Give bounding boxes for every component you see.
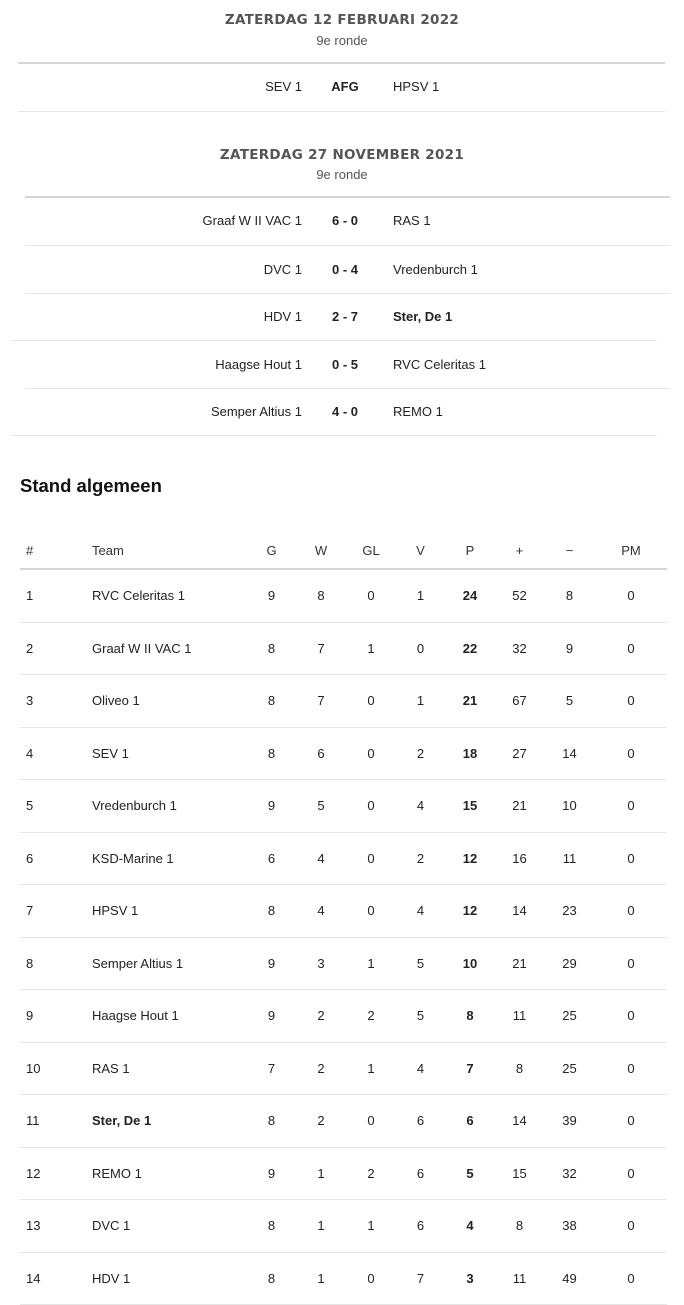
goals-against-cell: 14 bbox=[544, 727, 595, 780]
rank-cell: 7 bbox=[20, 885, 92, 938]
points-cell: 22 bbox=[445, 622, 495, 675]
rank-cell: 9 bbox=[20, 990, 92, 1043]
lost-cell: 1 bbox=[396, 569, 445, 622]
standings-row[interactable] bbox=[20, 675, 667, 728]
team-name-cell[interactable]: Semper Altius 1 bbox=[92, 937, 247, 990]
rank-cell: 2 bbox=[20, 622, 92, 675]
rank-cell: 3 bbox=[20, 675, 92, 728]
goals-for-cell: 21 bbox=[495, 937, 544, 990]
lost-cell: 5 bbox=[396, 937, 445, 990]
draw-cell: 0 bbox=[346, 832, 396, 885]
goals-for-cell: 67 bbox=[495, 675, 544, 728]
col-header-goals-for[interactable]: + bbox=[495, 533, 544, 569]
draw-cell: 0 bbox=[346, 1252, 396, 1305]
home-team[interactable]: SEV 1 bbox=[265, 79, 302, 94]
points-cell: 24 bbox=[445, 569, 495, 622]
away-team[interactable]: RVC Celeritas 1 bbox=[393, 357, 486, 372]
lost-cell: 7 bbox=[396, 1252, 445, 1305]
col-header-lost[interactable]: V bbox=[396, 533, 445, 569]
points-cell: 5 bbox=[445, 1147, 495, 1200]
goals-against-cell: 25 bbox=[544, 1042, 595, 1095]
rank-cell: 4 bbox=[20, 727, 92, 780]
draw-cell: 0 bbox=[346, 885, 396, 938]
goals-for-cell: 21 bbox=[495, 780, 544, 833]
draw-cell: 0 bbox=[346, 569, 396, 622]
draw-cell: 1 bbox=[346, 1042, 396, 1095]
won-cell: 2 bbox=[296, 1042, 346, 1095]
penalty-points-cell: 0 bbox=[595, 1147, 667, 1200]
match-row[interactable] bbox=[0, 79, 684, 99]
draw-cell: 0 bbox=[346, 1095, 396, 1148]
home-team[interactable]: HDV 1 bbox=[263, 309, 302, 324]
round-label: 9e ronde bbox=[316, 167, 368, 182]
standings-row[interactable] bbox=[20, 885, 667, 938]
penalty-points-cell: 0 bbox=[595, 675, 667, 728]
goals-against-cell: 32 bbox=[544, 1147, 595, 1200]
goals-for-cell: 27 bbox=[495, 727, 544, 780]
standings-row[interactable] bbox=[20, 569, 667, 622]
won-cell: 2 bbox=[296, 990, 346, 1043]
goals-for-cell: 15 bbox=[495, 1147, 544, 1200]
home-team[interactable]: Semper Altius 1 bbox=[210, 404, 302, 419]
points-cell: 4 bbox=[445, 1200, 495, 1253]
team-name-cell[interactable]: KSD-Marine 1 bbox=[92, 832, 247, 885]
draw-cell: 0 bbox=[346, 780, 396, 833]
won-cell: 4 bbox=[296, 885, 346, 938]
penalty-points-cell: 0 bbox=[595, 727, 667, 780]
points-cell: 7 bbox=[445, 1042, 495, 1095]
goals-against-cell: 49 bbox=[544, 1252, 595, 1305]
points-cell: 21 bbox=[445, 675, 495, 728]
col-header-rank[interactable]: # bbox=[20, 533, 92, 569]
points-cell: 18 bbox=[445, 727, 495, 780]
rank-cell: 13 bbox=[20, 1200, 92, 1253]
standings-title: Stand algemeen bbox=[20, 475, 162, 496]
col-header-penalty-points[interactable]: PM bbox=[595, 533, 667, 569]
away-team[interactable]: HPSV 1 bbox=[393, 79, 440, 94]
penalty-points-cell: 0 bbox=[595, 780, 667, 833]
match-score: AFG bbox=[331, 79, 359, 94]
away-team[interactable]: REMO 1 bbox=[393, 404, 443, 419]
goals-for-cell: 14 bbox=[495, 885, 544, 938]
rank-cell: 6 bbox=[20, 832, 92, 885]
goals-against-cell: 11 bbox=[544, 832, 595, 885]
played-cell: 6 bbox=[247, 832, 296, 885]
won-cell: 1 bbox=[296, 1200, 346, 1253]
away-team[interactable]: Vredenburch 1 bbox=[393, 262, 478, 277]
col-header-played[interactable]: G bbox=[247, 533, 296, 569]
goals-for-cell: 11 bbox=[495, 990, 544, 1043]
divider bbox=[25, 245, 670, 246]
penalty-points-cell: 0 bbox=[595, 832, 667, 885]
team-name-cell[interactable]: REMO 1 bbox=[92, 1147, 247, 1200]
match-score: 0 - 5 bbox=[331, 357, 358, 372]
lost-cell: 5 bbox=[396, 990, 445, 1043]
rank-cell: 5 bbox=[20, 780, 92, 833]
goals-against-cell: 29 bbox=[544, 937, 595, 990]
penalty-points-cell: 0 bbox=[595, 622, 667, 675]
played-cell: 9 bbox=[247, 937, 296, 990]
goals-for-cell: 8 bbox=[495, 1200, 544, 1253]
team-name-cell[interactable]: HPSV 1 bbox=[92, 885, 247, 938]
match-row[interactable] bbox=[0, 357, 684, 377]
divider bbox=[18, 111, 665, 112]
col-header-draw[interactable]: GL bbox=[346, 533, 396, 569]
rank-cell: 11 bbox=[20, 1095, 92, 1148]
goals-for-cell: 14 bbox=[495, 1095, 544, 1148]
won-cell: 2 bbox=[296, 1095, 346, 1148]
points-cell: 12 bbox=[445, 832, 495, 885]
goals-against-cell: 38 bbox=[544, 1200, 595, 1253]
col-header-points[interactable]: P bbox=[445, 533, 495, 569]
penalty-points-cell: 0 bbox=[595, 990, 667, 1043]
won-cell: 7 bbox=[296, 675, 346, 728]
goals-for-cell: 11 bbox=[495, 1252, 544, 1305]
goals-against-cell: 9 bbox=[544, 622, 595, 675]
lost-cell: 4 bbox=[396, 885, 445, 938]
rank-cell: 8 bbox=[20, 937, 92, 990]
draw-cell: 2 bbox=[346, 990, 396, 1043]
team-name-cell[interactable]: Ster, De 1 bbox=[92, 1095, 247, 1148]
standings-table bbox=[20, 533, 667, 1305]
standings-row[interactable] bbox=[20, 1095, 667, 1148]
won-cell: 6 bbox=[296, 727, 346, 780]
won-cell: 5 bbox=[296, 780, 346, 833]
points-cell: 3 bbox=[445, 1252, 495, 1305]
standings-row[interactable] bbox=[20, 727, 667, 780]
team-name-cell[interactable]: Graaf W II VAC 1 bbox=[92, 622, 247, 675]
divider bbox=[12, 340, 657, 341]
team-name-cell[interactable]: DVC 1 bbox=[92, 1200, 247, 1253]
rank-cell: 10 bbox=[20, 1042, 92, 1095]
lost-cell: 6 bbox=[396, 1147, 445, 1200]
col-header-goals-against[interactable]: − bbox=[544, 533, 595, 569]
match-score: 4 - 0 bbox=[331, 404, 358, 419]
col-header-team[interactable]: Team bbox=[92, 533, 247, 569]
rank-cell: 14 bbox=[20, 1252, 92, 1305]
team-name-cell[interactable]: HDV 1 bbox=[92, 1252, 247, 1305]
standings-row[interactable] bbox=[20, 937, 667, 990]
points-cell: 15 bbox=[445, 780, 495, 833]
divider bbox=[18, 62, 665, 64]
team-name-cell[interactable]: Vredenburch 1 bbox=[92, 780, 247, 833]
goals-against-cell: 10 bbox=[544, 780, 595, 833]
played-cell: 8 bbox=[247, 1095, 296, 1148]
draw-cell: 0 bbox=[346, 675, 396, 728]
penalty-points-cell: 0 bbox=[595, 569, 667, 622]
won-cell: 7 bbox=[296, 622, 346, 675]
lost-cell: 0 bbox=[396, 622, 445, 675]
home-team[interactable]: Haagse Hout 1 bbox=[215, 357, 302, 372]
played-cell: 7 bbox=[247, 1042, 296, 1095]
won-cell: 4 bbox=[296, 832, 346, 885]
standings-row[interactable] bbox=[20, 1147, 667, 1200]
penalty-points-cell: 0 bbox=[595, 1200, 667, 1253]
won-cell: 8 bbox=[296, 569, 346, 622]
played-cell: 8 bbox=[247, 675, 296, 728]
lost-cell: 4 bbox=[396, 780, 445, 833]
rank-cell: 1 bbox=[20, 569, 92, 622]
rank-cell: 12 bbox=[20, 1147, 92, 1200]
played-cell: 9 bbox=[247, 990, 296, 1043]
standings-row[interactable] bbox=[20, 1042, 667, 1095]
match-date-heading: ZATERDAG 12 FEBRUARI 2022 bbox=[224, 12, 460, 28]
standings-row[interactable] bbox=[20, 780, 667, 833]
lost-cell: 2 bbox=[396, 727, 445, 780]
divider bbox=[25, 293, 670, 294]
standings-row[interactable] bbox=[20, 832, 667, 885]
lost-cell: 6 bbox=[396, 1200, 445, 1253]
goals-against-cell: 8 bbox=[544, 569, 595, 622]
played-cell: 8 bbox=[247, 1200, 296, 1253]
round-label: 9e ronde bbox=[316, 33, 368, 48]
penalty-points-cell: 0 bbox=[595, 1252, 667, 1305]
draw-cell: 0 bbox=[346, 727, 396, 780]
match-row[interactable] bbox=[0, 213, 684, 233]
played-cell: 9 bbox=[247, 1147, 296, 1200]
points-cell: 8 bbox=[445, 990, 495, 1043]
draw-cell: 1 bbox=[346, 1200, 396, 1253]
won-cell: 1 bbox=[296, 1147, 346, 1200]
played-cell: 8 bbox=[247, 1252, 296, 1305]
played-cell: 8 bbox=[247, 885, 296, 938]
goals-for-cell: 32 bbox=[495, 622, 544, 675]
points-cell: 6 bbox=[445, 1095, 495, 1148]
points-cell: 12 bbox=[445, 885, 495, 938]
match-score: 0 - 4 bbox=[331, 262, 358, 277]
played-cell: 9 bbox=[247, 569, 296, 622]
standings-row[interactable] bbox=[20, 622, 667, 675]
penalty-points-cell: 0 bbox=[595, 1095, 667, 1148]
match-score: 2 - 7 bbox=[331, 309, 358, 324]
standings-body bbox=[20, 569, 667, 1305]
standings-row[interactable] bbox=[20, 1200, 667, 1253]
divider bbox=[25, 388, 670, 389]
penalty-points-cell: 0 bbox=[595, 885, 667, 938]
lost-cell: 2 bbox=[396, 832, 445, 885]
points-cell: 10 bbox=[445, 937, 495, 990]
goals-against-cell: 5 bbox=[544, 675, 595, 728]
lost-cell: 6 bbox=[396, 1095, 445, 1148]
match-score: 6 - 0 bbox=[331, 213, 358, 228]
penalty-points-cell: 0 bbox=[595, 1042, 667, 1095]
standings-row[interactable] bbox=[20, 1252, 667, 1305]
played-cell: 8 bbox=[247, 727, 296, 780]
standings-row[interactable] bbox=[20, 990, 667, 1043]
goals-for-cell: 8 bbox=[495, 1042, 544, 1095]
team-name-cell[interactable]: Oliveo 1 bbox=[92, 675, 247, 728]
won-cell: 3 bbox=[296, 937, 346, 990]
goals-for-cell: 52 bbox=[495, 569, 544, 622]
played-cell: 9 bbox=[247, 780, 296, 833]
home-team[interactable]: Graaf W II VAC 1 bbox=[202, 213, 302, 228]
team-name-cell[interactable]: Haagse Hout 1 bbox=[92, 990, 247, 1043]
divider bbox=[12, 435, 657, 436]
won-cell: 1 bbox=[296, 1252, 346, 1305]
home-team[interactable]: DVC 1 bbox=[263, 262, 302, 277]
goals-for-cell: 16 bbox=[495, 832, 544, 885]
draw-cell: 2 bbox=[346, 1147, 396, 1200]
standings-header-row bbox=[20, 533, 667, 569]
draw-cell: 1 bbox=[346, 622, 396, 675]
goals-against-cell: 39 bbox=[544, 1095, 595, 1148]
goals-against-cell: 25 bbox=[544, 990, 595, 1043]
away-team[interactable]: RAS 1 bbox=[393, 213, 431, 228]
draw-cell: 1 bbox=[346, 937, 396, 990]
team-name-cell[interactable]: RAS 1 bbox=[92, 1042, 247, 1095]
col-header-won[interactable]: W bbox=[296, 533, 346, 569]
goals-against-cell: 23 bbox=[544, 885, 595, 938]
match-row[interactable] bbox=[0, 404, 684, 424]
played-cell: 8 bbox=[247, 622, 296, 675]
penalty-points-cell: 0 bbox=[595, 937, 667, 990]
team-name-cell[interactable]: RVC Celeritas 1 bbox=[92, 569, 247, 622]
lost-cell: 1 bbox=[396, 675, 445, 728]
divider bbox=[25, 196, 670, 198]
team-name-cell[interactable]: SEV 1 bbox=[92, 727, 247, 780]
match-row[interactable] bbox=[0, 309, 684, 329]
lost-cell: 4 bbox=[396, 1042, 445, 1095]
match-date-heading: ZATERDAG 27 NOVEMBER 2021 bbox=[219, 147, 465, 163]
match-row[interactable] bbox=[0, 262, 684, 282]
away-team[interactable]: Ster, De 1 bbox=[393, 309, 453, 324]
